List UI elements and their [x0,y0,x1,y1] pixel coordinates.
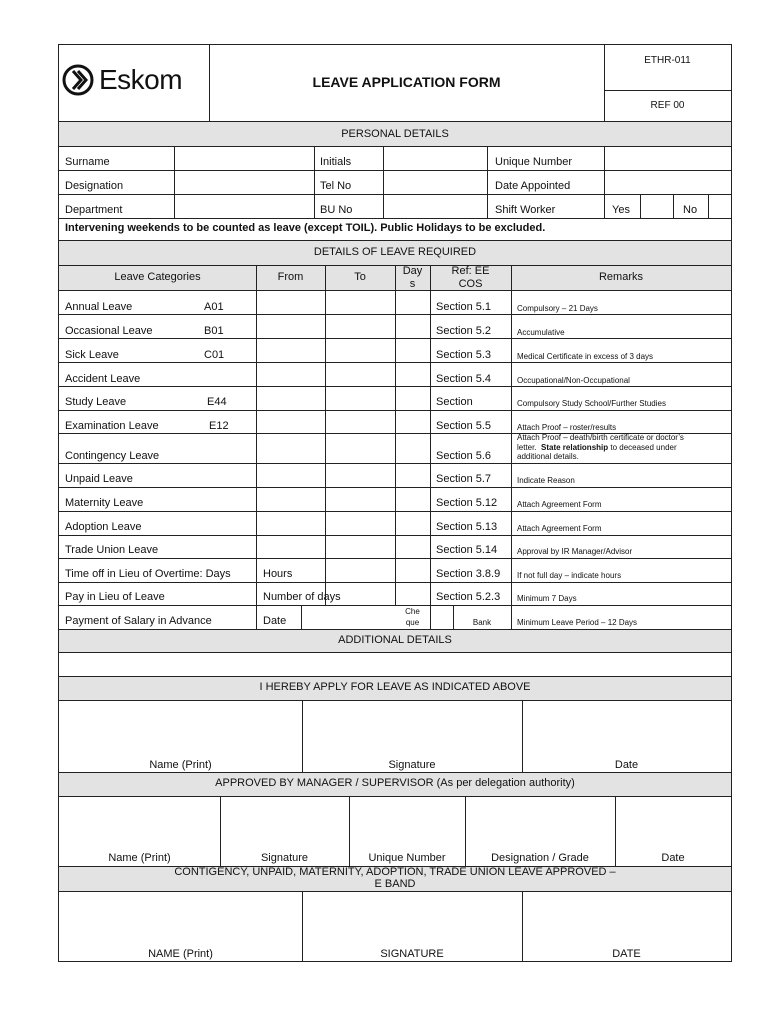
manager-name-field[interactable] [59,797,220,851]
shift-worker-yes-label: Yes [612,204,630,216]
weekend-notice: Intervening weekends to be counted as leave (except TOIL). Public Holidays to be excluded. [65,222,546,234]
leave-remark: Minimum 7 Days [517,594,577,603]
eband-signature-label: SIGNATURE [380,948,444,960]
eskom-logo-text: Eskom [99,64,183,95]
leave-category-label: Maternity Leave [65,497,144,509]
manager-designation-label: Designation / Grade [491,852,589,864]
leave-remark: Minimum Leave Period – 12 Days [517,618,638,627]
col-leave-categories: Leave Categories [114,271,201,283]
applicant-name-label: Name (Print) [149,759,212,771]
leave-ref: Section 3.8.9 [436,568,501,580]
leave-ref: Section 5.7 [436,473,492,485]
bu-no-field[interactable] [384,195,487,218]
eskom-logo [62,64,96,101]
border [58,44,59,122]
leave-remark-line2 [517,443,677,452]
leave-remark: Compulsory Study School/Further Studies [517,399,666,408]
leave-remark-line1: Attach Proof – death/birth certificate or doctor’s [517,433,684,442]
leave-ref: Section 5.5 [436,420,492,432]
leave-category-label: Payment of Salary in Advance [65,615,212,627]
surname-label: Surname [65,156,110,168]
leave-code: B01 [204,325,224,337]
col-days-line2: s [409,278,416,290]
leave-remark: Medical Certificate in excess of 3 days [517,352,654,361]
date-appointed-label: Date Appointed [495,180,571,192]
initials-field[interactable] [384,147,487,170]
eband-date-label: DATE [612,948,641,960]
eband-signature-field[interactable] [303,892,522,946]
shift-worker-no-label: No [683,204,698,216]
leave-remark: If not full day – indicate hours [517,571,622,580]
leave-code: E44 [207,396,227,408]
leave-remark: Attach Agreement Form [517,524,602,533]
leave-category-label: Examination Leave [65,420,159,432]
leave-remark: Approval by IR Manager/Advisor [517,547,633,556]
manager-signature-label: Signature [260,852,309,864]
col-days-line1: Day [402,265,423,277]
leave-category-label: Adoption Leave [65,521,142,533]
date-appointed-field[interactable] [605,171,731,194]
leave-ref: Section 5.12 [436,497,498,509]
leave-category-label: Trade Union Leave [65,544,159,556]
eband-name-field[interactable] [59,892,302,946]
form-ref: REF 00 [650,100,685,111]
approved-heading: APPROVED BY MANAGER / SUPERVISOR (As per delegation authority) [215,777,575,789]
leave-sub-label: Hours [263,568,293,580]
cheque-label-line2: que [405,618,420,627]
shift-worker-label: Shift Worker [495,204,556,216]
leave-category-label: Time off in Lieu of Overtime: Days [65,568,231,580]
leave-sub-label: Date [263,615,287,627]
leave-remark-line3: additional details. [517,452,579,461]
leave-category-label: Sick Leave [65,349,119,361]
leave-remark: Attach Agreement Form [517,500,602,509]
manager-date-label: Date [661,852,685,864]
unique-number-label: Unique Number [495,156,573,168]
leave-remark: Attach Proof – roster/results [517,423,617,432]
additional-details-field[interactable] [59,653,731,675]
leave-category-label: Pay in Lieu of Leave [65,591,165,603]
manager-unique-number-label: Unique Number [368,852,446,864]
col-ref-line2: COS [458,278,483,290]
leave-ref: Section 5.14 [436,544,498,556]
remark-emphasis: State relationship [541,443,609,452]
leave-ref: Section 5.2 [436,325,492,337]
eband-date-field[interactable] [523,892,731,946]
additional-details-heading: ADDITIONAL DETAILS [338,634,452,646]
leave-ref: Section [436,396,473,408]
leave-ref: Section 5.3 [436,349,492,361]
applicant-date-label: Date [614,759,639,771]
remark-text: letter. [517,443,542,452]
page-title: LEAVE APPLICATION FORM [312,74,501,90]
manager-date-field[interactable] [616,797,731,851]
leave-code: A01 [204,301,224,313]
remark-text: to deceased under [608,443,677,452]
col-ref-line1: Ref: EE [451,265,490,277]
applicant-date-field[interactable] [523,701,731,757]
leave-ref: Section 5.6 [436,450,492,462]
col-remarks: Remarks [598,271,643,283]
eskom-logo-icon [62,64,96,96]
eband-heading-line1: CONTIGENCY, UNPAID, MATERNITY, ADOPTION, TRADE UNION LEAVE APPROVED – [174,866,616,878]
eband-name-label: NAME (Print) [148,948,213,960]
leave-remark: Occupational/Non-Occupational [517,376,630,385]
leave-category-label: Accident Leave [65,373,141,385]
manager-signature-field[interactable] [221,797,349,851]
personal-details-heading: PERSONAL DETAILS [341,128,449,140]
border [604,90,732,91]
designation-field[interactable] [175,171,314,194]
leave-category-label: Contingency Leave [65,450,160,462]
border [58,44,732,45]
bank-label: Bank [472,618,492,627]
form-code: ETHR-011 [644,55,691,66]
unique-number-field[interactable] [605,147,731,170]
shift-worker-yes-checkbox[interactable] [641,195,673,218]
leave-ref: Section 5.4 [436,373,492,385]
bu-no-label: BU No [320,204,353,216]
surname-field[interactable] [175,147,314,170]
leave-remark: Compulsory – 21 Days [517,304,598,313]
leave-code: C01 [204,349,225,361]
applicant-signature-label: Signature [388,759,436,771]
apply-heading: I HEREBY APPLY FOR LEAVE AS INDICATED ABOVE [259,681,531,693]
leave-ref: Section 5.13 [436,521,498,533]
leave-remark: Indicate Reason [517,476,575,485]
designation-label: Designation [65,180,124,192]
leave-category-label: Annual Leave [65,301,133,313]
cheque-label-line1: Che [405,607,420,616]
leave-remark: Accumulative [517,328,565,337]
leave-ref: Section 5.1 [436,301,492,313]
leave-ref: Section 5.2.3 [436,591,501,603]
leave-category-label: Unpaid Leave [65,473,133,485]
manager-name-label: Name (Print) [108,852,171,864]
leave-sub-label: Number of days [263,591,341,603]
shift-worker-no-checkbox[interactable] [709,195,731,218]
department-field[interactable] [175,195,314,218]
col-from: From [277,271,304,283]
manager-designation-field[interactable] [466,797,615,851]
leave-details-heading: DETAILS OF LEAVE REQUIRED [313,246,477,258]
department-label: Department [65,204,123,216]
initials-label: Initials [320,156,352,168]
applicant-signature-field[interactable] [303,701,522,757]
eband-heading-line2: E BAND [374,878,416,890]
applicant-name-field[interactable] [59,701,302,757]
tel-no-label: Tel No [320,180,352,192]
manager-unique-number-field[interactable] [350,797,465,851]
leave-category-label: Occasional Leave [65,325,153,337]
leave-code: E12 [209,420,229,432]
col-to: To [354,271,366,283]
leave-category-label: Study Leave [65,396,127,408]
border [731,44,732,962]
tel-no-field[interactable] [384,171,487,194]
